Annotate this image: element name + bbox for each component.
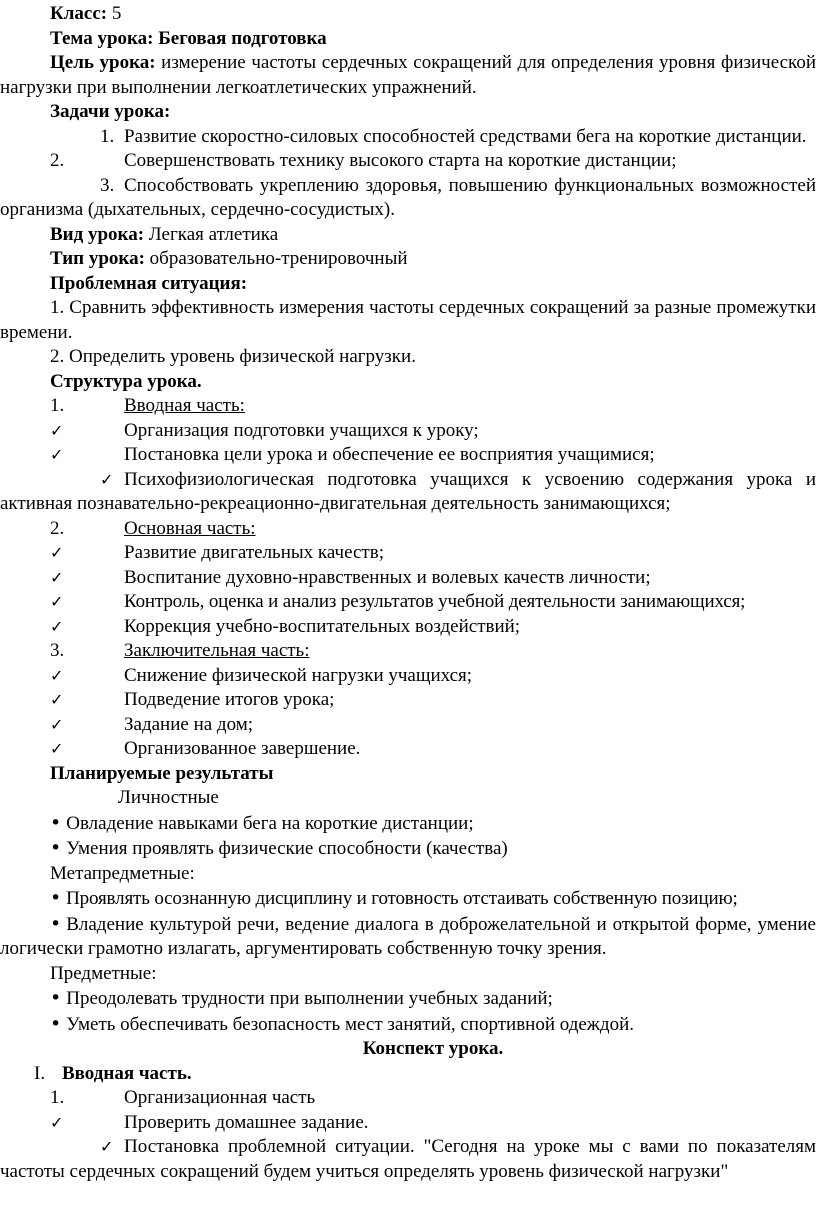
summary-check-item bbox=[0, 1135, 816, 1184]
results-heading: Планируемые результаты bbox=[50, 762, 274, 784]
bullet-text: Уметь обеспечивать безопасность мест занятий, спортивной одеждой. bbox=[66, 1013, 635, 1035]
check-icon bbox=[50, 443, 124, 468]
bullet-item bbox=[0, 886, 816, 912]
check-item-text: Задание на дом; bbox=[124, 713, 254, 735]
lesson-type-value: образовательно-тренировочный bbox=[144, 248, 408, 269]
structure-check-item bbox=[0, 664, 816, 689]
topic-label: Тема урока: bbox=[50, 27, 154, 49]
task-number: 1. bbox=[100, 125, 115, 147]
task-text: Совершенствовать технику высокого старта на короткие дистанции; bbox=[124, 150, 677, 171]
goal-paragraph bbox=[0, 51, 816, 100]
check-item-text: Проверить домашнее задание. bbox=[124, 1111, 369, 1133]
lesson-kind-value: Легкая атлетика bbox=[144, 223, 279, 245]
topic-value: Беговая подготовка bbox=[153, 27, 327, 49]
check-icon bbox=[50, 737, 124, 762]
bullet-text: Проявлять осознанную дисциплину и готовность отстаивать собственную позицию; bbox=[66, 888, 738, 909]
results-meta-label: Метапредметные: bbox=[50, 862, 195, 884]
structure-check-item bbox=[0, 688, 816, 713]
goal-label: Цель урока: bbox=[50, 52, 156, 73]
structure-part-final bbox=[0, 639, 816, 664]
check-item-text: Подведение итогов урока; bbox=[124, 689, 335, 710]
summary-part-heading bbox=[0, 1062, 816, 1087]
results-personal-label: Личностные bbox=[118, 787, 219, 808]
structure-check-item bbox=[0, 590, 816, 615]
class-line bbox=[0, 2, 816, 27]
bullet-text: Умения проявлять физические способности (качества) bbox=[66, 838, 508, 859]
task-text: Развитие скоростно-силовых способностей средствами бега на короткие дистанции. bbox=[124, 125, 807, 147]
check-icon bbox=[50, 1111, 124, 1136]
part-number: 1. bbox=[50, 395, 65, 416]
structure-check-item bbox=[0, 566, 816, 591]
check-item-text: Постановка проблемной ситуации. "Сегодня на уроке мы с вами по показателям частоты сердечных сокращений будем учиться определять уровень физической нагрузки" bbox=[0, 1136, 816, 1182]
structure-check-item bbox=[0, 419, 816, 444]
structure-part-intro bbox=[0, 394, 816, 419]
task-text: Способствовать укреплению здоровья, повышению функциональных возможностей организма (дыхательных, сердечно-сосудистых). bbox=[0, 174, 816, 220]
check-item-text: Организация подготовки учащихся к уроку; bbox=[124, 419, 479, 441]
check-icon bbox=[50, 615, 124, 640]
check-icon bbox=[50, 566, 124, 591]
check-item-text: Развитие двигательных качеств; bbox=[124, 542, 384, 563]
part-title: Основная часть: bbox=[124, 517, 256, 539]
bullet-item bbox=[0, 912, 816, 962]
topic-line bbox=[0, 27, 816, 52]
summary-part-title: Вводная часть. bbox=[62, 1062, 192, 1084]
problem-item: 2. Определить уровень физической нагрузки. bbox=[50, 346, 416, 367]
class-value: 5 bbox=[107, 3, 122, 24]
check-item-text: Постановка цели урока и обеспечение ее восприятия учащимися; bbox=[124, 444, 655, 465]
check-icon bbox=[50, 1135, 124, 1160]
part-title: Заключительная часть: bbox=[124, 640, 310, 661]
bullet-item bbox=[0, 986, 816, 1012]
check-item-text: Воспитание духовно-нравственных и волевых качеств личности; bbox=[124, 566, 651, 588]
part-title: Вводная часть: bbox=[124, 395, 245, 416]
tasks-heading: Задачи урока: bbox=[50, 101, 171, 122]
task-number: 3. bbox=[100, 174, 115, 196]
bullet-text: Преодолевать трудности при выполнении учебных заданий; bbox=[66, 988, 553, 1009]
problem-heading: Проблемная ситуация: bbox=[50, 272, 248, 294]
part-number: 3. bbox=[50, 640, 65, 661]
task-item bbox=[0, 174, 816, 223]
structure-check-item bbox=[0, 468, 816, 517]
structure-check-item bbox=[0, 443, 816, 468]
summary-check-item bbox=[0, 1111, 816, 1136]
check-icon bbox=[50, 590, 124, 615]
structure-check-item bbox=[0, 541, 816, 566]
lesson-type-line bbox=[0, 247, 816, 272]
results-subject-label: Предметные: bbox=[50, 962, 157, 984]
task-number: 2. bbox=[50, 150, 65, 171]
goal-value: измерение частоты сердечных сокращений для определения уровня физической нагрузки при выполнении легкоатлетических упражнений. bbox=[0, 52, 816, 98]
task-item bbox=[0, 149, 816, 174]
check-icon bbox=[50, 419, 124, 444]
part-number: 2. bbox=[50, 517, 65, 539]
problem-item: 1. Сравнить эффективность измерения частоты сердечных сокращений за разные промежутки времени. bbox=[0, 297, 816, 343]
check-item-text: Снижение физической нагрузки учащихся; bbox=[124, 664, 473, 686]
structure-heading: Структура урока. bbox=[50, 370, 202, 392]
bullet-item bbox=[0, 1012, 816, 1038]
bullet-item bbox=[0, 811, 816, 837]
bullet-text: Владение культурой речи, ведение диалога в доброжелательной и открытой форме, умение логически грамотно излагать, аргументировать собственную точку зрения. bbox=[0, 913, 816, 959]
check-item-text: Организованное завершение. bbox=[124, 738, 361, 759]
structure-check-item bbox=[0, 615, 816, 640]
check-icon bbox=[50, 541, 124, 566]
roman-numeral: I. bbox=[34, 1062, 46, 1084]
check-icon bbox=[50, 688, 124, 713]
lesson-type-label: Тип урока: bbox=[50, 248, 145, 269]
lesson-kind-line bbox=[0, 223, 816, 248]
check-item-text: Контроль, оценка и анализ результатов учебной деятельности занимающихся; bbox=[124, 591, 746, 612]
structure-check-item bbox=[0, 713, 816, 738]
summary-title: Конспект урока. bbox=[362, 1038, 504, 1059]
lesson-kind-label: Вид урока: bbox=[50, 223, 145, 245]
check-icon bbox=[50, 664, 124, 689]
check-item-text: Коррекция учебно-воспитательных воздействий; bbox=[124, 615, 521, 637]
org-number: 1. bbox=[50, 1087, 65, 1108]
structure-part-main bbox=[0, 517, 816, 542]
check-item-text: Психофизиологическая подготовка учащихся к усвоению содержания урока и активная познавательно-рекреационно-двигательная деятельность занимающихся; bbox=[0, 468, 816, 514]
check-icon bbox=[50, 713, 124, 738]
bullet-item bbox=[0, 836, 816, 862]
structure-check-item bbox=[0, 737, 816, 762]
task-item bbox=[0, 125, 816, 150]
org-text: Организационная часть bbox=[124, 1087, 316, 1108]
bullet-text: Овладение навыками бега на короткие дистанции; bbox=[66, 812, 474, 834]
check-icon bbox=[50, 468, 124, 493]
summary-org-item bbox=[0, 1086, 816, 1111]
class-label: Класс: bbox=[50, 3, 108, 24]
